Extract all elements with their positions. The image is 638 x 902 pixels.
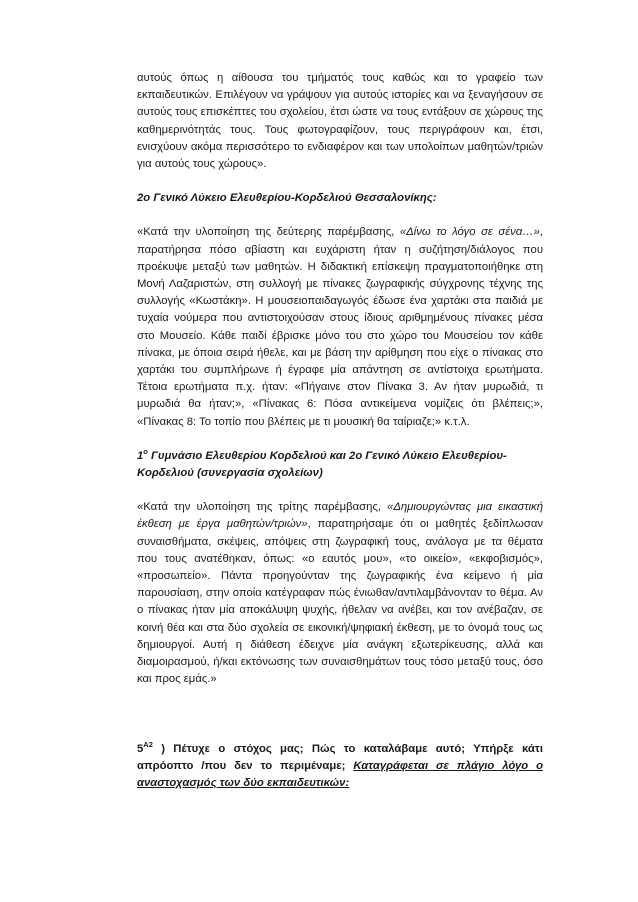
h3-text: Γυμνάσιο Ελευθερίου Κορδελιού και 2ο Γενικό Λύκειο Ελευθερίου-Κορδελιού (συνεργασία σχολείων) xyxy=(137,449,507,480)
p2-start: «Κατά την υλοποίηση της δεύτερης παρέμβασης, xyxy=(137,226,400,239)
p3-rest: , παρατηρήσαμε ότι οι μαθητές ξεδίπλωσαν συναισθήματα, σκέψεις, απόψεις στη ζωγραφική τους, ανάλογα με τα θέματα που τους ανατέθηκαν, όπως: «ο εαυτός μου», «το οικείο», «εκφοβισμός», «προσωπείο». Πάντα προηγούνταν της ζωγραφικής ένα κείμενο ή μία παρουσίαση, στην οποία κατέγραφαν πώς ένιωθαν/αντιλαμβάνονταν το θέμα. Αν ο πίνακας ήταν μία αποκάλυψη ψυχής, ήθελαν να ανέβει, και τον ανέβαζαν, σε κοινή θέα και στα δύο σχολεία σε εικονική/ψηφιακή έκθεση, με το όνομά τους ως δημιουργοί. Αυτή η διάθεση έδειχνε μία ανάγκη εξωτερίκευσης, αλλά και διαμοιρασμού, ή/και εκτόνωσης των συναισθημάτων τους τόσο μεταξύ τους, όσο και προς εμάς.» xyxy=(137,518,543,686)
paragraph-third-intervention xyxy=(137,499,543,688)
h3-superscript: ο xyxy=(143,447,148,457)
p3-title-italic: «Δημιουργώντας μια εικαστική έκθεση με έργα μαθητών/τριών» xyxy=(137,501,544,531)
q-superscript: Α2 xyxy=(143,739,153,749)
p3-start: «Κατά την υλοποίηση της τρίτης παρέμβασης, xyxy=(137,501,388,514)
h3-number: 1 xyxy=(137,449,144,462)
heading-gymnasium-collaboration xyxy=(137,448,543,482)
p2-title-italic: «Δίνω το λόγο σε σένα…» xyxy=(399,226,540,239)
paragraph-school-spaces: αυτούς όπως η αίθουσα του τμήματός τους καθώς και το γραφείο των εκπαιδευτικών. Επιλέγουν να γράψουν για αυτούς ιστορίες και να ξεναγήσουν σε αυτούς τους επισκέπτες του σχολείου, έτσι ώστε να τους εντάξουν σε χώρους της καθημερινότητάς τους. Τους φωτογραφίζουν, τους περιγράφουν και, έτσι, ενισχύουν ακόμα περισσότερο το ενδιαφέρον και των υπολοίπων μαθητών/τριών για αυτούς τους χώρους». xyxy=(137,72,543,171)
p2-rest: , παρατήρησα πόσο αβίαστη και ευχάριστη ήταν η συζήτηση/διάλογος που προέκυψε μεταξύ των μαθητών. Η διδακτική επίσκεψη πραγματοποιήθηκε στη Μονή Λαζαριστών, στη συλλογή με πίνακες ζωγραφικής σύγχρονης τέχνης της συλλογής «Κωστάκη». Η μουσειοπαιδαγωγός έδωσε ένα χαρτάκι στα παιδιά με τυχαία νούμερα που αντιστοιχούσαν στους ίδιους αριθμημένους πίνακες μέσα στο Μουσείο. Κάθε παιδί έβρισκε μόνο του στο χώρο του Μουσείου τον κάθε πίνακα, με όποια σειρά ήθελε, και με βάση την αρίθμηση που είχε ο πίνακας στο χαρτάκι του συμπλήρωνε ή έγραφε μία απάντηση σε αντίστοιχα ερωτήματα. Τέτοια ερωτήματα π.χ. ήταν: «Πήγαινε στον Πίνακα 3. Αν ήταν μυρωδιά, τι μυρωδιά θα ήταν;», «Πίνακας 6: Πόσα αντικείμενα νομίζεις ότι βλέπεις;», «Πίνακας 8: Το τοπίο που βλέπεις με τι μουσική θα ταίριαζε;» κ.τ.λ. xyxy=(137,226,543,428)
q-text: ) Πέτυχε ο στόχος μας; Πώς το καταλάβαμε αυτό; Υπήρξε κάτι απρόοπτο /που δεν το περιμέναμε; xyxy=(137,742,543,772)
question-5-heading xyxy=(137,741,543,793)
q-number: 5 xyxy=(137,742,144,755)
heading-2nd-lyceum: 2ο Γενικό Λύκειο Ελευθερίου-Κορδελιού Θεσσαλονίκης: xyxy=(137,192,437,205)
paragraph-second-intervention xyxy=(137,224,543,430)
text-column xyxy=(137,70,543,792)
q-underlined-note: Καταγράφεται σε πλάγιο λόγο ο αναστοχασμός των δύο εκπαιδευτικών: xyxy=(137,759,543,789)
